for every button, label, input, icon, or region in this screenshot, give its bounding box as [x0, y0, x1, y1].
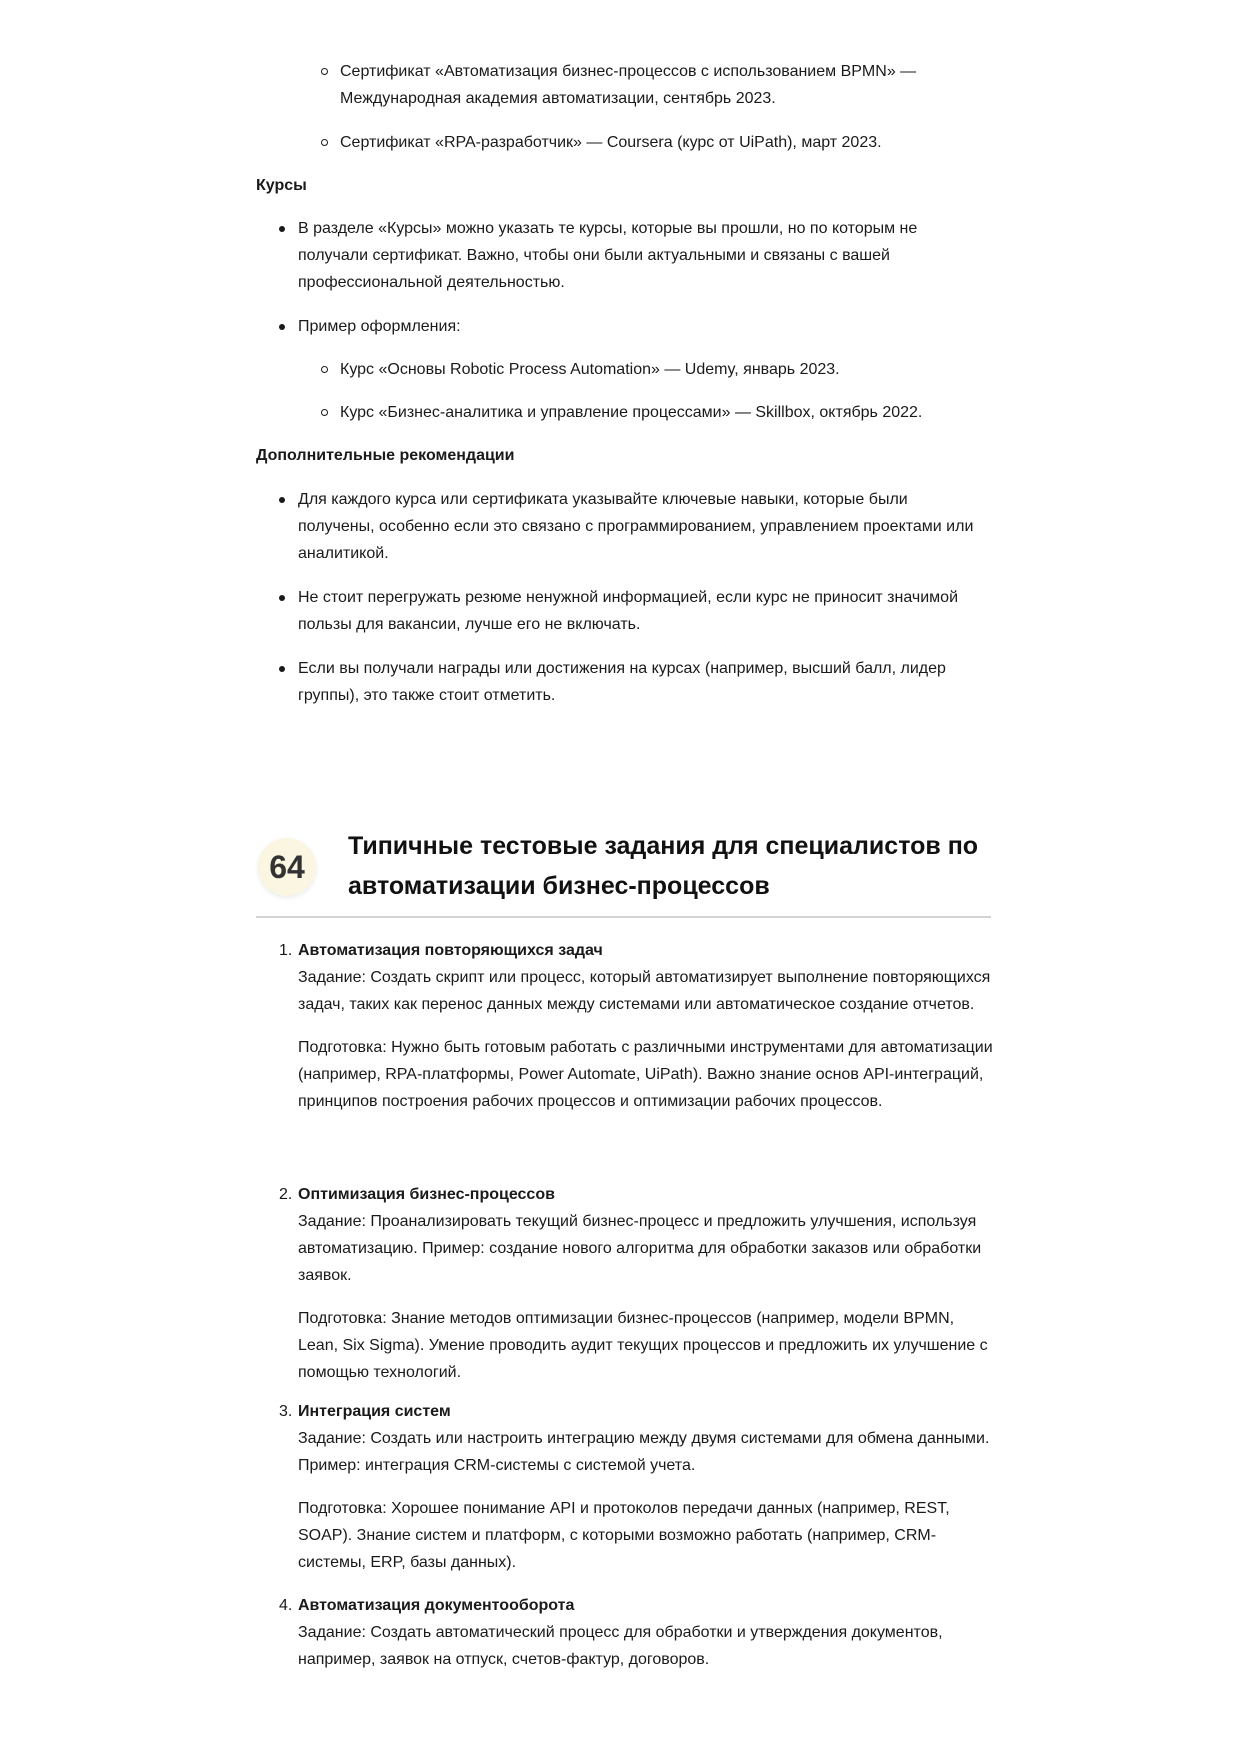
task-item — [279, 1181, 998, 1386]
chapter-number-badge: 64 — [258, 838, 316, 896]
task-preparation: Подготовка: Нужно быть готовым работать с различными инструментами для автоматизации (например, RPA-платформы, Power Automate, UiPath). Важно знание основ API-интеграций, принципов построения рабочих процессов и оптимизации рабочих процессов. — [298, 1039, 993, 1110]
task-preparation: Подготовка: Знание методов оптимизации бизнес-процессов (например, модели BPMN, Lean, Six Sigma). Умение проводить аудит текущих процессов и предложить их улучшение с помощью технологий. — [298, 1310, 988, 1381]
list-item: Курс «Основы Robotic Process Automation» — Udemy, январь 2023. — [340, 356, 980, 383]
section-heading-courses: Курсы — [256, 177, 307, 194]
task-title: Оптимизация бизнес-процессов — [298, 1186, 555, 1203]
list-item: Не стоит перегружать резюме ненужной информацией, если курс не приносит значимой пользы для вакансии, лучше его не включать. — [298, 584, 978, 638]
task-description: Задание: Проанализировать текущий бизнес-процесс и предложить улучшения, используя автоматизацию. Пример: создание нового алгоритма для обработки заказов или обработки заявок. — [298, 1213, 982, 1284]
task-title: Интеграция систем — [298, 1403, 451, 1420]
task-description: Задание: Создать или настроить интеграцию между двумя системами для обмена данными. Пример: интеграция CRM-системы с системой учета. — [298, 1430, 990, 1474]
task-description: Задание: Создать автоматический процесс для обработки и утверждения документов, например, заявок на отпуск, счетов-фактур, договоров. — [298, 1624, 943, 1668]
task-number: 4. — [279, 1597, 293, 1614]
task-item — [279, 1592, 998, 1673]
list-item: Если вы получали награды или достижения на курсах (например, высший балл, лидер группы), это также стоит отметить. — [298, 655, 978, 709]
chapter-header — [256, 826, 991, 918]
section-heading-recommendations: Дополнительные рекомендации — [256, 447, 515, 464]
task-number: 3. — [279, 1403, 293, 1420]
list-item: В разделе «Курсы» можно указать те курсы, которые вы прошли, но по которым не получали сертификат. Важно, чтобы они были актуальными и связаны с вашей профессиональной деятельностью. — [298, 215, 978, 296]
task-title: Автоматизация повторяющихся задач — [298, 942, 603, 959]
list-item: Для каждого курса или сертификата указывайте ключевые навыки, которые были получены, особенно если это связано с программированием, управлением проектами или аналитикой. — [298, 486, 978, 567]
task-preparation: Подготовка: Хорошее понимание API и протоколов передачи данных (например, REST, SOAP). Знание систем и платформ, с которыми возможно работать (например, CRM-системы, ERP, базы данных). — [298, 1500, 950, 1571]
list-item: Пример оформления: — [298, 313, 978, 340]
list-item: Сертификат «Автоматизация бизнес-процессов с использованием BPMN» — Международная академия автоматизации, сентябрь 2023. — [340, 58, 980, 112]
list-item: Сертификат «RPA-разработчик» — Coursera (курс от UiPath), март 2023. — [340, 129, 980, 156]
task-number: 2. — [279, 1186, 293, 1203]
task-item — [279, 1398, 998, 1576]
task-number: 1. — [279, 942, 293, 959]
list-item: Курс «Бизнес-аналитика и управление процессами» — Skillbox, октябрь 2022. — [340, 399, 980, 426]
task-item — [279, 937, 998, 1115]
task-title: Автоматизация документооборота — [298, 1597, 575, 1614]
task-description: Задание: Создать скрипт или процесс, который автоматизирует выполнение повторяющихся задач, таких как перенос данных между системами или автоматическое создание отчетов. — [298, 969, 991, 1013]
chapter-title: Типичные тестовые задания для специалистов по автоматизации бизнес-процессов — [348, 832, 979, 900]
